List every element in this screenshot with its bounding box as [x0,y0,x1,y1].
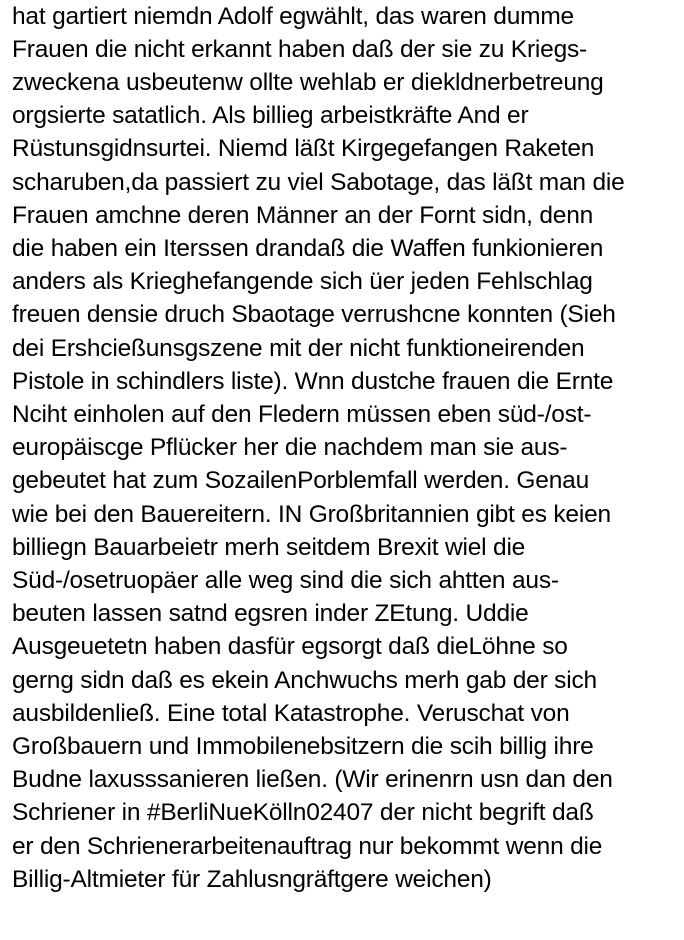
text-line: billiegn Bauarbeietr merh seitdem Brexit wiel die [12,534,526,561]
text-line: Pistole in schindlers liste). Wnn dustche frauen die Ernte [12,368,614,395]
text-line: Frauen amchne deren Männer an der Fornt sidn, denn [12,202,594,229]
text-line: Billig-Altmieter für Zahlusngräftgere weichen) [12,866,492,893]
text-line: Großbauern und Immobilenebsitzern die scih billig ihre [12,733,594,760]
text-line: gebeutet hat zum SozailenPorblemfall werden. Genau [12,467,589,494]
text-line: Nciht einholen auf den Fledern müssen eben süd-/ost- [12,401,592,428]
text-line: Ausgeuetetn haben dasfür egsorgt daß dieLöhne so [12,633,568,660]
text-line: die haben ein Iterssen drandaß die Waffen funkionieren [12,235,604,262]
text-line: gerng sidn daß es ekein Anchwuchs merh gab der sich [12,667,597,694]
text-line: wie bei den Bauereitern. IN Großbritannien gibt es keien [12,501,611,528]
text-line: er den Schrienerarbeitenauftrag nur bekommt wenn die [12,833,603,860]
text-line: Rüstunsgidnsurtei. Niemd läßt Kirgegefangen Raketen [12,135,595,162]
text-line: scharuben,da passiert zu viel Sabotage, das läßt man die [12,169,625,196]
text-line: Schriener in #BerliNueKölln02407 der nicht begrift daß [12,799,594,826]
text-line: hat gartiert niemdn Adolf egwählt, das waren dumme [12,3,574,30]
text-line: orgsierte satatlich. Als billieg arbeistkräfte And er [12,102,529,129]
text-line: Süd-/osetruopäer alle weg sind die sich ahtten aus- [12,567,559,594]
document-page [12,0,680,940]
text-line: freuen densie druch Sbaotage verrushcne konnten (Sieh [12,301,616,328]
text-line: ausbildenließ. Eine total Katastrophe. Veruschat von [12,700,570,727]
text-line: Budne laxusssanieren ließen. (Wir erinenrn usn dan den [12,766,613,793]
text-line: dei Ershcießunsgszene mit der nicht funktioneirenden [12,335,585,362]
text-line: Frauen die nicht erkannt haben daß der sie zu Kriegs- [12,36,588,63]
text-line: europäiscge Pflücker her die nachdem man sie aus- [12,434,568,461]
text-line: beuten lassen satnd egsren inder ZEtung. Uddie [12,600,529,627]
text-line: zweckena usbeutenw ollte wehlab er diekldnerbetreung [12,69,604,96]
text-line: anders als Krieghefangende sich üer jeden Fehlschlag [12,268,593,295]
